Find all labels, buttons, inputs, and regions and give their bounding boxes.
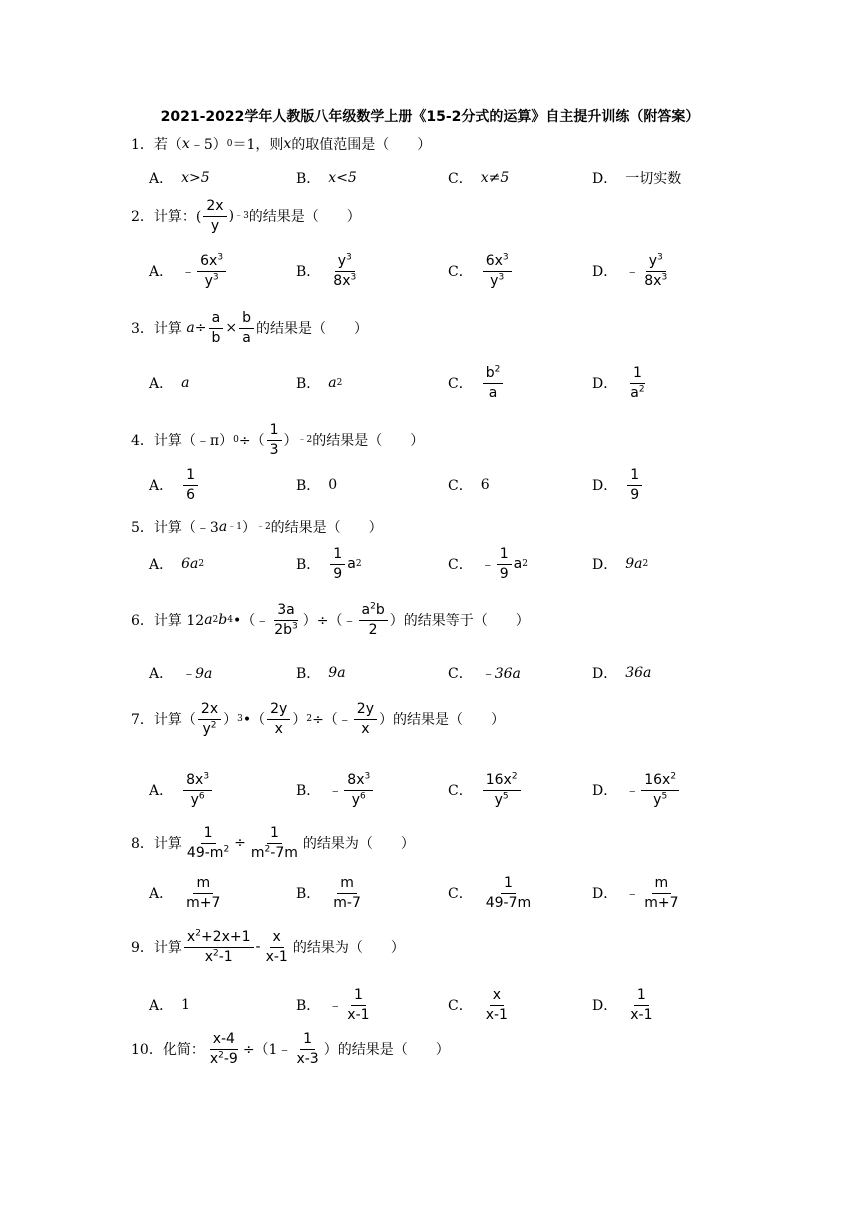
- option-d[interactable]: D． 36a: [592, 665, 652, 682]
- options-2: [149, 243, 749, 299]
- option-d[interactable]: D． 一切实数: [592, 171, 682, 187]
- option-a[interactable]: A． $\frac{1}{6}$: [149, 457, 200, 513]
- option-b[interactable]: B． a 2: [296, 375, 343, 392]
- option-c[interactable]: C． $\frac{6x^3}{y^3}$: [448, 243, 514, 299]
- option-a[interactable]: A． ﹣ $\frac{6x^3}{y^3}$: [149, 243, 228, 299]
- option-c[interactable]: C． $\frac{b^2}{a}$: [448, 355, 505, 411]
- option-c[interactable]: C． ﹣36a: [448, 666, 521, 682]
- option-a[interactable]: A． $\frac{m}{m+7}$: [149, 874, 221, 911]
- option-a[interactable]: A． ﹣9a: [149, 666, 213, 682]
- question-7: 7． 计算（ $\frac{2x}{y^2}$ ） 3 •（ $\frac{2y}{x}$ ） 2 ÷（﹣ $\frac{2y}{x}$ ）的结果是（ ）: [131, 700, 505, 737]
- option-a[interactable]: A． 1: [149, 997, 191, 1014]
- option-a[interactable]: A． a: [149, 375, 190, 392]
- options-8: [149, 865, 749, 921]
- options-9: [149, 977, 749, 1033]
- option-c[interactable]: C． $\frac{x}{x-1}$: [448, 986, 508, 1023]
- question-10: 10． 化简： $\frac{x-4}{x^2-9}$ ÷（1﹣ $\frac{1}{x-3}$ ）的结果是（ ）: [131, 1030, 450, 1067]
- option-b[interactable]: B． $\frac{y^3}{8x^3}$: [296, 251, 357, 289]
- option-a[interactable]: A． $\frac{8x^3}{y^6}$: [149, 762, 214, 818]
- option-c[interactable]: C． ﹣ $\frac{1}{9}$ a 2: [448, 545, 528, 582]
- options-4: [149, 457, 749, 513]
- page-title: 2021-2022学年人教版八年级数学上册《15-2分式的运算》自主提升训练（附答案）: [160, 109, 700, 125]
- question-6: 6． 计算 12 a 2 b 4 •（﹣ $\frac{3a}{2b^3}$ ）÷（﹣ $\frac{a^2b}{2}$ ）的结果等于（ ）: [131, 600, 530, 638]
- options-7: [149, 762, 749, 818]
- question-4: 4． 计算（﹣π） 0 ÷（ $\frac{1}{3}$ ） ﹣2 的结果是（ ）: [131, 421, 425, 458]
- option-a[interactable]: A． x>5: [149, 170, 210, 187]
- option-c[interactable]: C． x≠5: [448, 170, 510, 187]
- option-b[interactable]: B． 0: [296, 477, 338, 494]
- option-d[interactable]: D． $\frac{1}{9}$: [592, 457, 644, 513]
- options-3: [149, 355, 749, 411]
- option-b[interactable]: B． x<5: [296, 170, 357, 187]
- option-d[interactable]: D． $\frac{1}{x-1}$: [592, 986, 653, 1023]
- question-8: 8． 计算 $\frac{1}{49-m^2}$ ÷ $\frac{1}{m^2-7m}$ 的结果为（ ）: [131, 824, 415, 861]
- option-d[interactable]: D． ﹣ $\frac{m}{m+7}$: [592, 874, 679, 911]
- option-b[interactable]: B． $\frac{m}{m-7}$: [296, 874, 361, 911]
- question-number: 1．: [131, 137, 154, 153]
- options-6: [149, 645, 749, 701]
- option-b[interactable]: B． ﹣ $\frac{8x^3}{y^6}$: [296, 762, 375, 818]
- option-d[interactable]: D． $\frac{1}{a^2}$: [592, 364, 645, 401]
- question-3: 3． 计算 a ÷ $\frac{a}{b}$ × $\frac{b}{a}$ 的结果是（ ）: [131, 309, 368, 346]
- option-b[interactable]: B． ﹣ $\frac{1}{x-1}$: [296, 986, 370, 1023]
- question-5: 5． 计算（﹣3 a ﹣1 ） ﹣2 的结果是（ ）: [131, 519, 383, 536]
- option-a[interactable]: A． 6a 2: [149, 556, 205, 573]
- option-c[interactable]: C． $\frac{1}{49-7m}$: [448, 874, 532, 911]
- option-b[interactable]: B． 9a: [296, 665, 346, 682]
- option-c[interactable]: C． 6: [448, 477, 490, 494]
- option-d[interactable]: D． ﹣ $\frac{16x^2}{y^5}$: [592, 762, 681, 818]
- option-b[interactable]: B． $\frac{1}{9}$ a 2: [296, 545, 362, 582]
- fraction: $\frac{2x}{y}$: [203, 198, 226, 235]
- question-9: 9． 计算 $\frac{x^2+2x+1}{x^2-1}$ - $\frac{x}{x-1}$ 的结果为（ ）: [131, 927, 405, 965]
- options-5: [149, 536, 749, 592]
- option-d[interactable]: D． ﹣ $\frac{y^3}{8x^3}$: [592, 251, 668, 289]
- question-1: 1． 若（ x ﹣5） 0 ＝1，则 x 的取值范围是（ ）: [131, 136, 432, 153]
- question-2: 2． 计算：( $\frac{2x}{y}$ ) ﹣3 的结果是（ ）: [131, 197, 361, 234]
- option-d[interactable]: D． 9a 2: [592, 556, 649, 573]
- option-c[interactable]: C． $\frac{16x^2}{y^5}$: [448, 762, 523, 818]
